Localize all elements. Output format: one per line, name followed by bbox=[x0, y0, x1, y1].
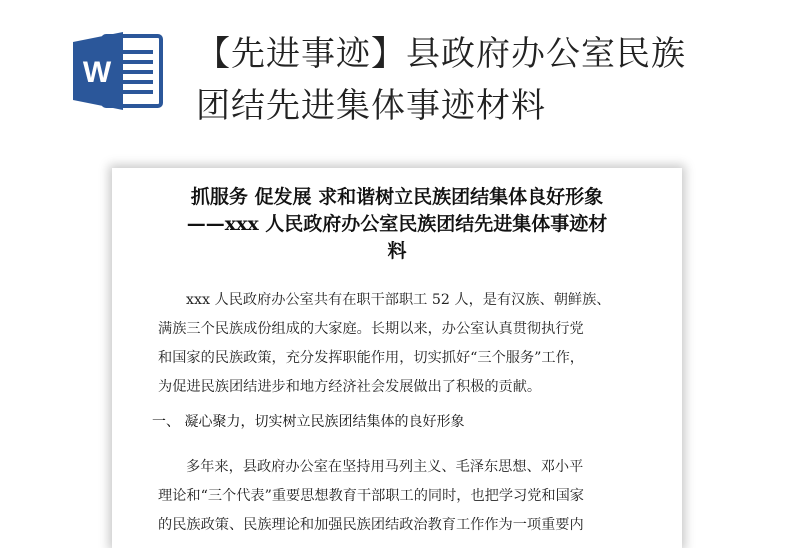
paragraph-line: 多年来，县政府办公室在坚持用马列主义、毛泽东思想、邓小平 bbox=[186, 459, 584, 475]
word-document-icon bbox=[73, 30, 165, 112]
header-title-line: 【先进事迹】县政府办公室民族 bbox=[196, 34, 686, 74]
paragraph-line: 理论和“三个代表”重要思想教育干部职工的同时，也把学习党和国家 bbox=[158, 488, 584, 504]
document-title bbox=[112, 184, 682, 265]
document-title-line: ——xxx 人民政府办公室民族团结先进集体事迹材 bbox=[186, 213, 608, 235]
paragraph-line: xxx 人民政府办公室共有在职干部职工 52 人，是有汉族、朝鲜族、 bbox=[186, 292, 611, 308]
paragraph-line: 和国家的民族政策，充分发挥职能作用，切实抓好“三个服务”工作， bbox=[158, 350, 584, 366]
header-title bbox=[196, 28, 786, 132]
paragraph-line: 满族三个民族成份组成的大家庭。长期以来，办公室认真贯彻执行党 bbox=[158, 321, 584, 337]
paragraph-body bbox=[158, 453, 646, 540]
header-title-line: 团结先进集体事迹材料 bbox=[196, 86, 546, 126]
header bbox=[0, 0, 800, 150]
paragraph-line: 的民族政策、民族理论和加强民族团结政治教育工作作为一项重要内 bbox=[158, 517, 584, 533]
word-icon-letter: W bbox=[82, 56, 112, 89]
document-title-line: 料 bbox=[387, 240, 407, 262]
document-title-line: 抓服务 促发展 求和谐树立民族团结集体良好形象 bbox=[190, 186, 604, 208]
paragraph-line: 为促进民族团结进步和地方经济社会发展做出了积极的贡献。 bbox=[158, 379, 542, 395]
paragraph-intro bbox=[158, 286, 646, 402]
section-heading: 一、 凝心聚力，切实树立民族团结集体的良好形象 bbox=[152, 414, 465, 430]
document-page bbox=[112, 168, 682, 548]
